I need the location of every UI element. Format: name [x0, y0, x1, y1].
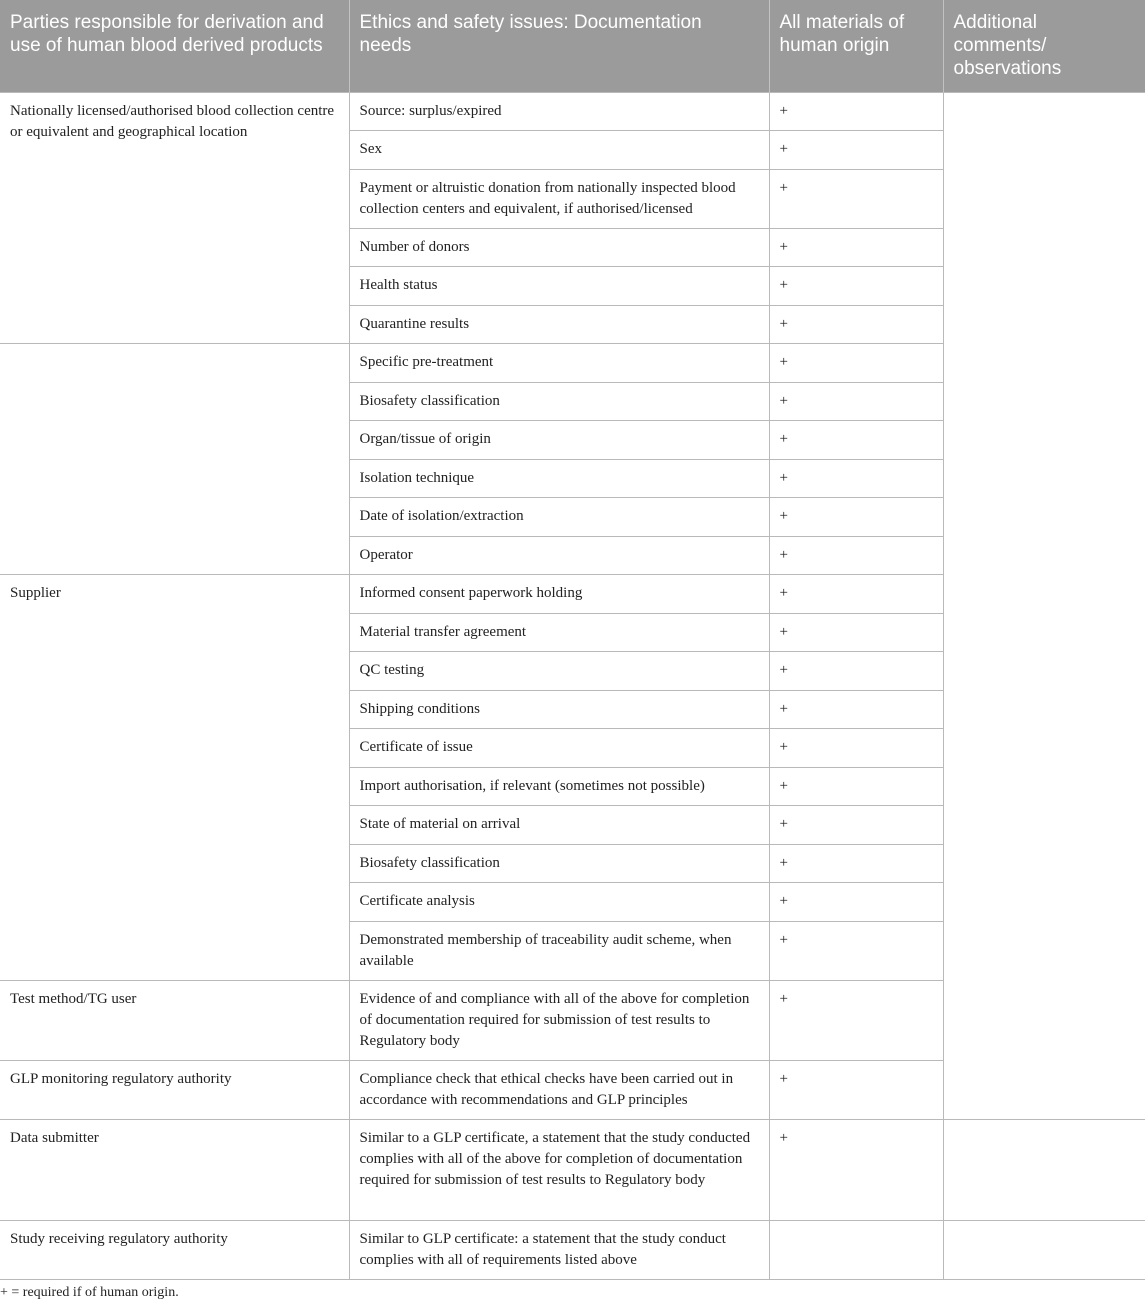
need-cell: Certificate of issue [349, 729, 769, 768]
need-cell: Payment or altruistic donation from nationally inspected blood collection centers and equivalent, if authorised/licensed [349, 170, 769, 229]
mark-cell: + [769, 498, 943, 537]
need-cell: Material transfer agreement [349, 614, 769, 652]
comments-cell [943, 1120, 1145, 1221]
comments-cell [943, 93, 1145, 1120]
mark-cell: + [769, 729, 943, 768]
mark-cell: + [769, 1061, 943, 1120]
need-cell: Biosafety classification [349, 383, 769, 421]
need-cell: Operator [349, 537, 769, 575]
mark-cell: + [769, 229, 943, 267]
mark-cell: + [769, 421, 943, 460]
mark-cell: + [769, 691, 943, 729]
table-row [0, 1221, 1145, 1280]
need-cell: State of material on arrival [349, 806, 769, 845]
need-cell: Similar to GLP certificate: a statement that the study conduct complies with all of requirements listed above [349, 1221, 769, 1280]
mark-cell: + [769, 922, 943, 981]
need-cell: Demonstrated membership of traceability audit scheme, when available [349, 922, 769, 981]
table-footnote: + = required if of human origin. [0, 1285, 179, 1300]
mark-cell: + [769, 883, 943, 922]
mark-cell: + [769, 306, 943, 344]
need-cell: Informed consent paperwork holding [349, 575, 769, 614]
table-header-row [0, 0, 1145, 93]
mark-cell: + [769, 537, 943, 575]
need-cell: Import authorisation, if relevant (sometimes not possible) [349, 768, 769, 806]
mark-cell: + [769, 1120, 943, 1221]
comments-cell [943, 1221, 1145, 1280]
header-ethics-safety: Ethics and safety issues: Documentation needs [349, 0, 769, 93]
party-cell: GLP monitoring regulatory authority [0, 1061, 349, 1120]
mark-cell: + [769, 845, 943, 883]
table-row [0, 1120, 1145, 1221]
need-cell: Biosafety classification [349, 845, 769, 883]
party-cell: Nationally licensed/authorised blood collection centre or equivalent and geographical location [0, 93, 349, 344]
need-cell: Compliance check that ethical checks have been carried out in accordance with recommendations and GLP principles [349, 1061, 769, 1120]
need-cell: Health status [349, 267, 769, 306]
need-cell: Certificate analysis [349, 883, 769, 922]
header-parties: Parties responsible for derivation and use of human blood derived products [0, 0, 349, 93]
need-cell: Number of donors [349, 229, 769, 267]
need-cell: Quarantine results [349, 306, 769, 344]
need-cell: Evidence of and compliance with all of the above for completion of documentation required for submission of test results to Regulatory body [349, 981, 769, 1061]
mark-cell [769, 1221, 943, 1280]
mark-cell: + [769, 575, 943, 614]
table-row [0, 93, 1145, 131]
mark-cell: + [769, 981, 943, 1061]
mark-cell: + [769, 131, 943, 170]
header-comments: Additional comments/ observations [943, 0, 1145, 93]
need-cell: Sex [349, 131, 769, 170]
party-cell [0, 344, 349, 575]
mark-cell: + [769, 460, 943, 498]
need-cell: Similar to a GLP certificate, a statement that the study conducted complies with all of the above for completion of documentation required for submission of test results to Regulatory body [349, 1120, 769, 1221]
need-cell: QC testing [349, 652, 769, 691]
need-cell: Organ/tissue of origin [349, 421, 769, 460]
need-cell: Date of isolation/extraction [349, 498, 769, 537]
mark-cell: + [769, 768, 943, 806]
mark-cell: + [769, 383, 943, 421]
party-cell: Supplier [0, 575, 349, 981]
mark-cell: + [769, 170, 943, 229]
need-cell: Source: surplus/expired [349, 93, 769, 131]
need-cell: Shipping conditions [349, 691, 769, 729]
mark-cell: + [769, 93, 943, 131]
party-cell: Test method/TG user [0, 981, 349, 1061]
mark-cell: + [769, 344, 943, 383]
party-cell: Data submitter [0, 1120, 349, 1221]
mark-cell: + [769, 267, 943, 306]
header-human-origin: All materials of human origin [769, 0, 943, 93]
mark-cell: + [769, 652, 943, 691]
need-cell: Specific pre-treatment [349, 344, 769, 383]
party-cell: Study receiving regulatory authority [0, 1221, 349, 1280]
need-cell: Isolation technique [349, 460, 769, 498]
mark-cell: + [769, 806, 943, 845]
mark-cell: + [769, 614, 943, 652]
